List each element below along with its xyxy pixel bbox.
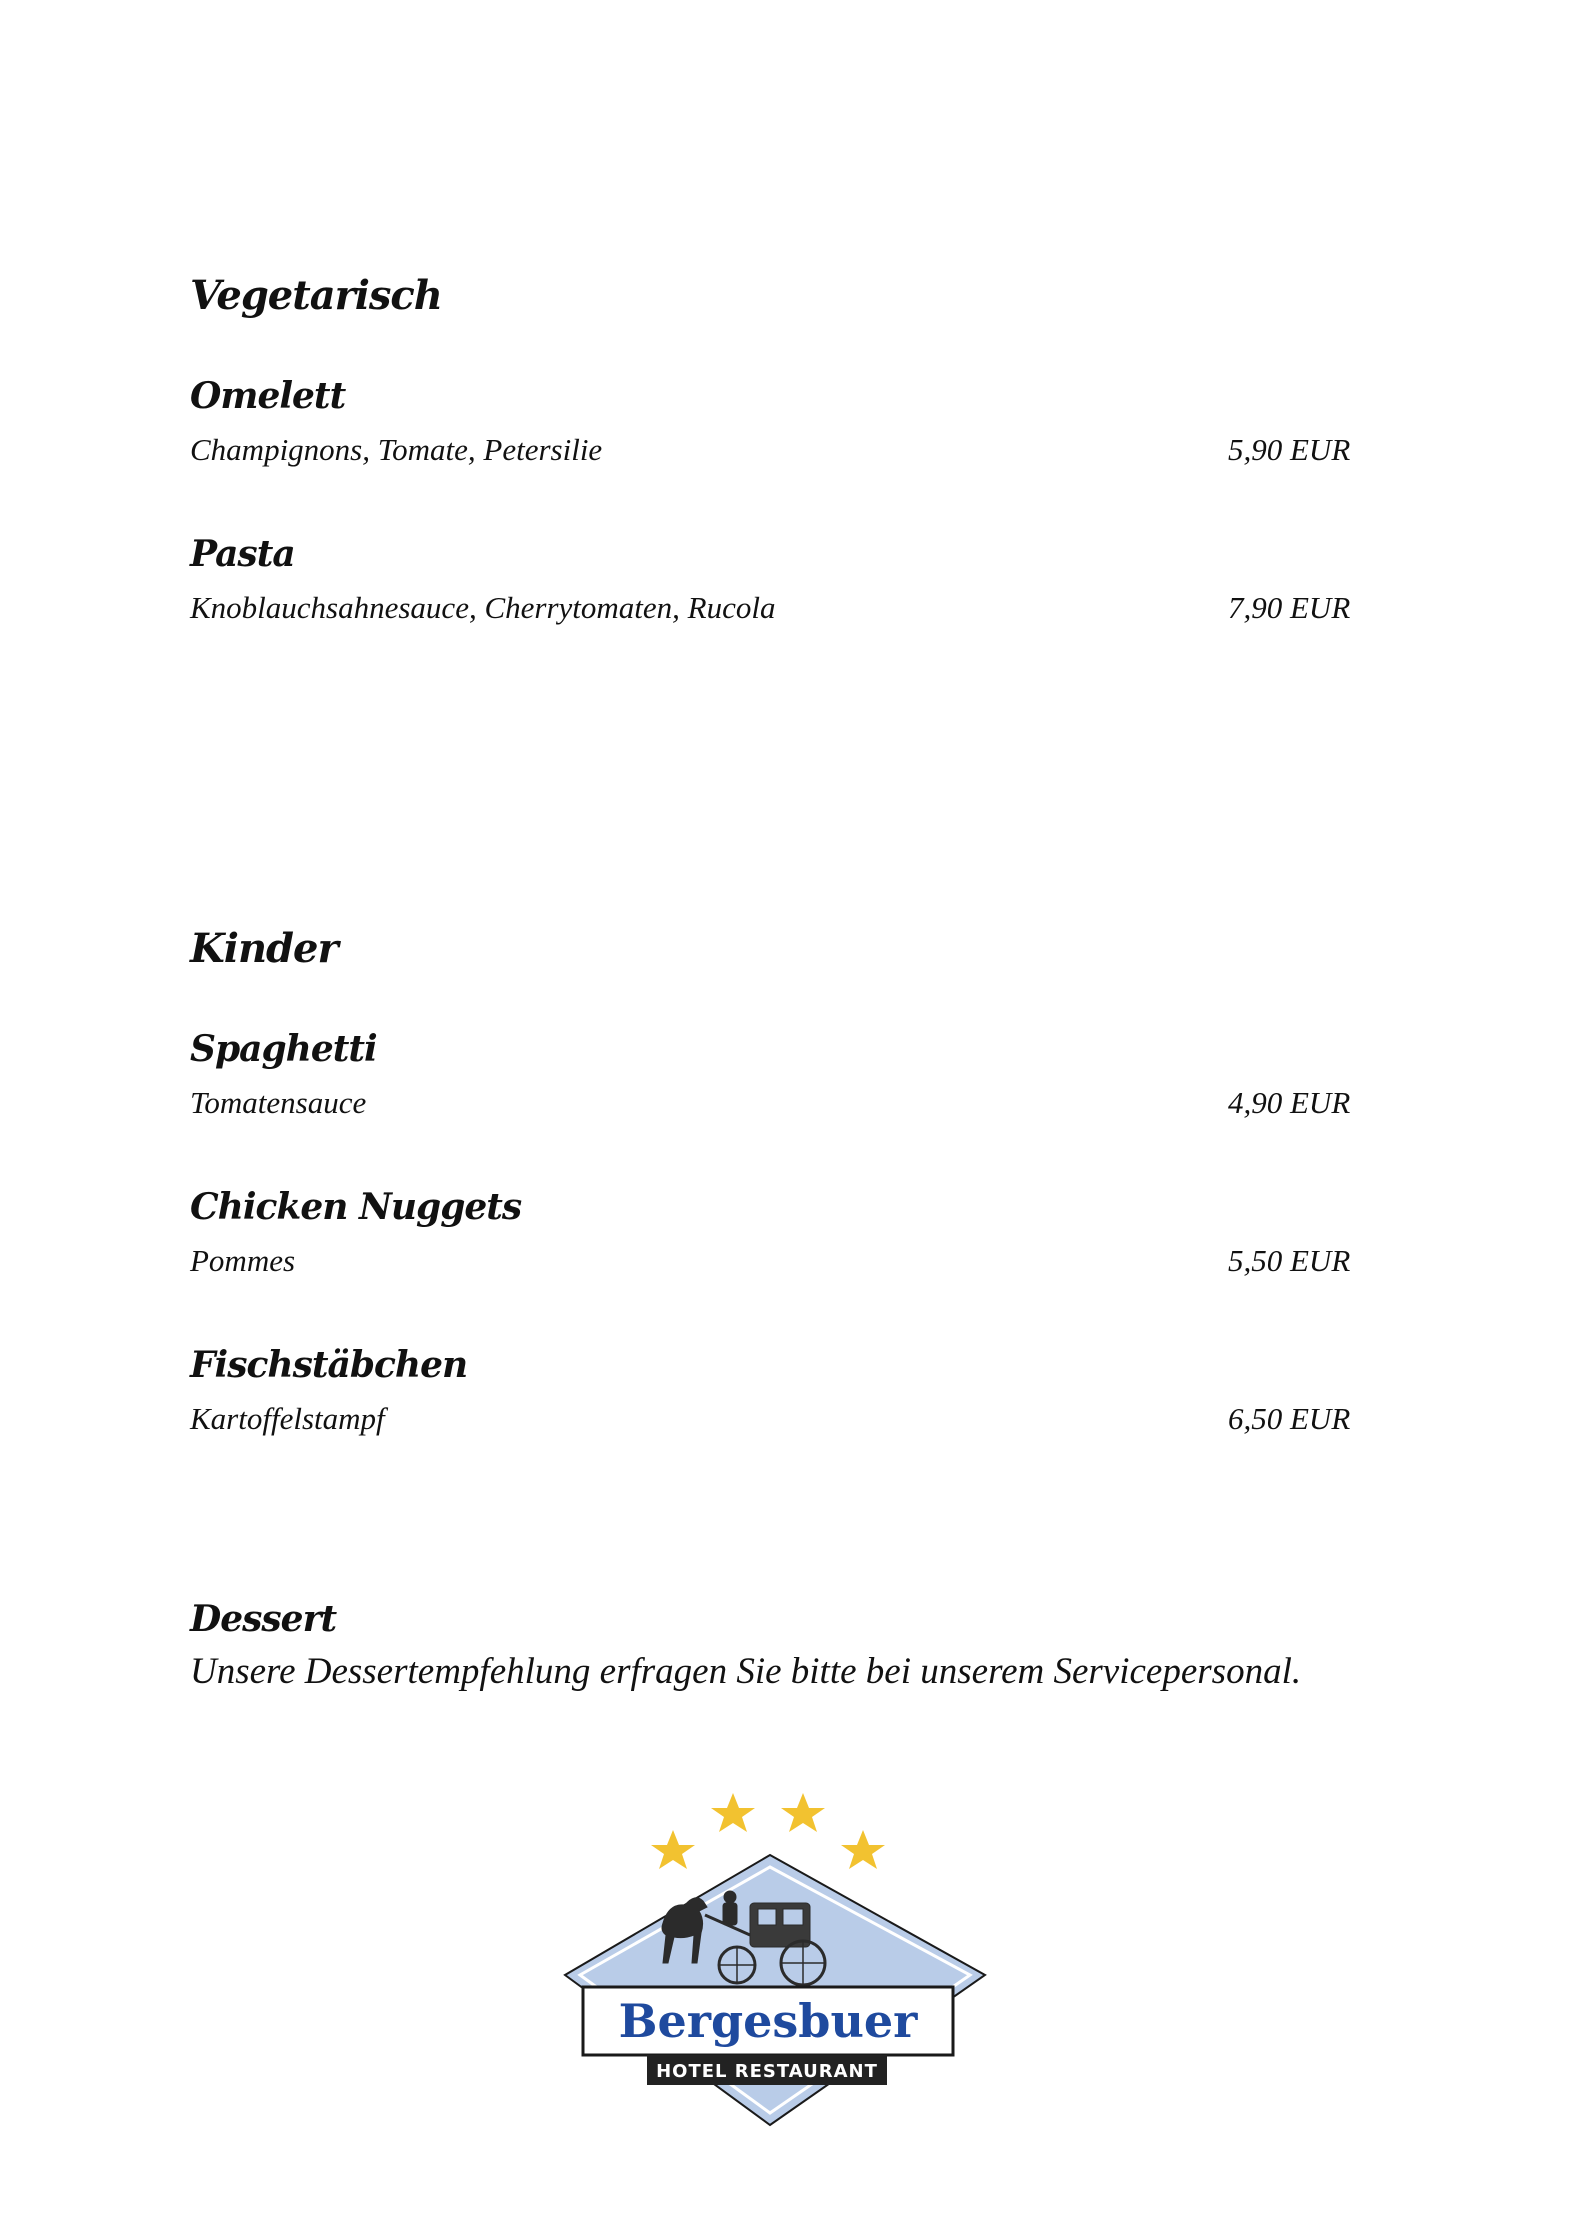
dish-price: 5,90 EUR [1228, 432, 1351, 467]
dish-name: Fischstäbchen [190, 1344, 468, 1386]
dish-description: Knoblauchsahnesauce, Cherrytomaten, Rucola [190, 590, 776, 625]
dish-description: Champignons, Tomate, Petersilie [190, 432, 603, 467]
dish-name: Chicken Nuggets [190, 1186, 522, 1228]
dish-price: 7,90 EUR [1228, 590, 1351, 625]
logo-name: Bergesbuer [618, 1994, 918, 2048]
star-icon [651, 1830, 695, 1869]
dish-description: Pommes [190, 1243, 296, 1278]
dish-name: Pasta [190, 533, 295, 575]
dish-name: Omelett [190, 375, 346, 417]
section-title-vegetarisch: Vegetarisch [190, 272, 442, 319]
dessert-note: Unsere Dessertempfehlung erfragen Sie bitte bei unserem Servicepersonal. [190, 1651, 1302, 1692]
dish-price: 4,90 EUR [1228, 1085, 1351, 1120]
star-icon [841, 1830, 885, 1869]
section-title-dessert: Dessert [190, 1598, 337, 1640]
dish-name: Spaghetti [190, 1028, 377, 1070]
dish-description: Kartoffelstampf [190, 1401, 385, 1436]
dish-price: 5,50 EUR [1228, 1243, 1351, 1278]
dish-price: 6,50 EUR [1228, 1401, 1351, 1436]
star-icon [711, 1793, 755, 1832]
section-title-kinder: Kinder [190, 925, 338, 972]
bergesbuer-logo [555, 1775, 995, 2135]
star-icon [781, 1793, 825, 1832]
logo-subtitle: HOTEL RESTAURANT [656, 2061, 878, 2082]
dish-description: Tomatensauce [190, 1085, 367, 1120]
